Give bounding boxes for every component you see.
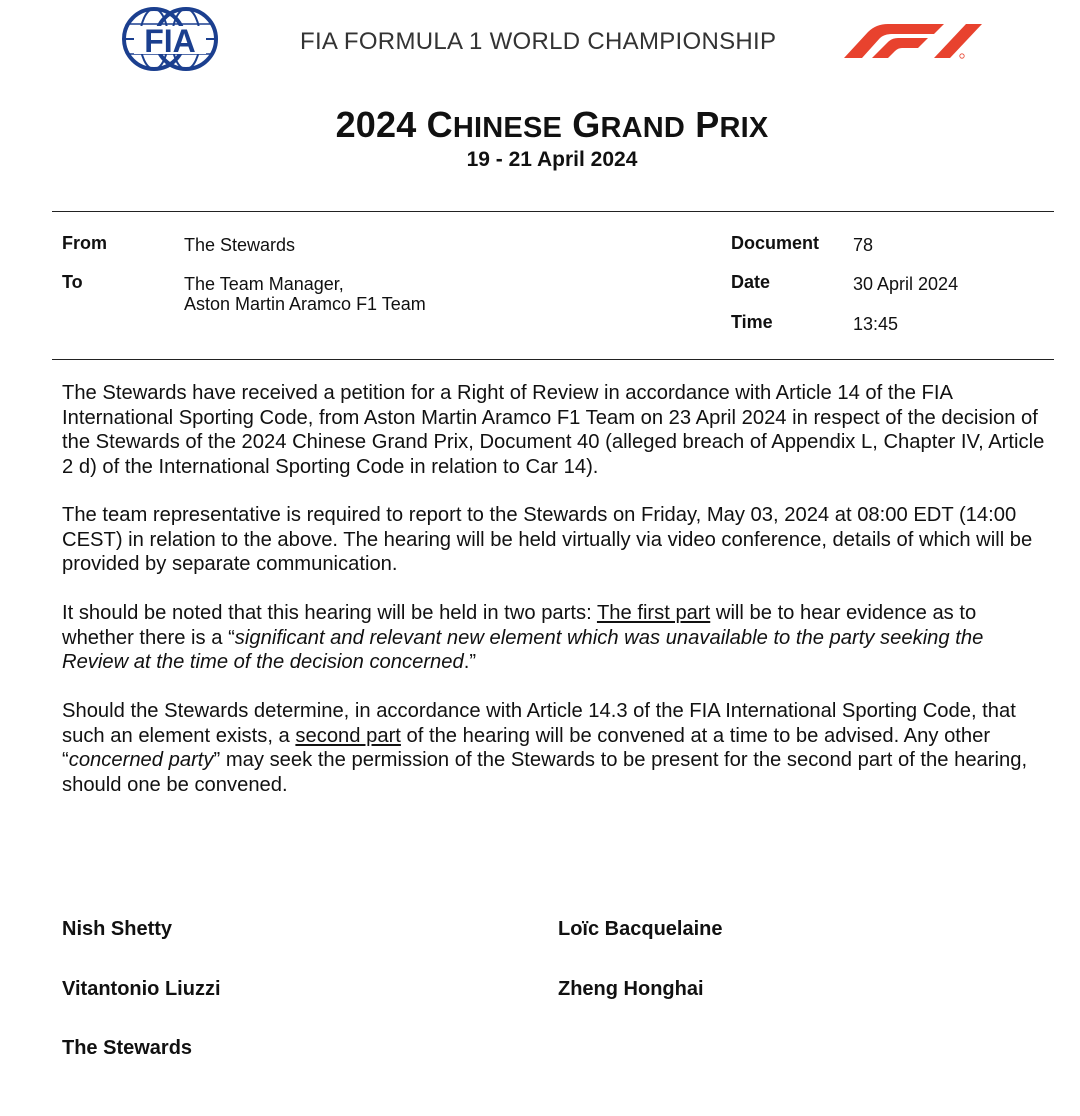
paragraph-4: Should the Stewards determine, in accordance with Article 14.3 of the FIA International Sporting Code, that such an element exists, a second part of the hearing will be convened at a time to be advised. Any other “concerned party” may seek the permission of the Stewards to be present for the second part of the hearing, should one be convened. bbox=[62, 700, 1028, 796]
time-value: 13:45 bbox=[853, 314, 899, 334]
paragraph-1: The Stewards have received a petition for a Right of Review in accordance with Article 14 of the FIA International Sporting Code, from Aston Martin Aramco F1 Team on 23 April 2024 in respect of the decision of the Stewards of the 2024 Chinese Grand Prix, Document 40 (alleged breach of Appendix L, Chapter IV, Article 2 d) of the International Sporting Code in relation to Car 14). bbox=[62, 382, 1045, 478]
to-label: To bbox=[62, 272, 83, 292]
italic-quote: significant and relevant new element which was unavailable to the party seeking the Review at the time of the decision concerned bbox=[62, 626, 984, 673]
to-line-2: Aston Martin Aramco F1 Team bbox=[184, 294, 426, 314]
f1-logo bbox=[842, 18, 984, 60]
signature-zheng-honghai: Zheng Honghai bbox=[558, 978, 704, 1000]
event-name-word-3: PRIX bbox=[695, 104, 769, 145]
event-year: 2024 bbox=[335, 104, 417, 145]
fia-logo-text: FIA bbox=[144, 23, 196, 59]
underlined-first-part: The first part bbox=[596, 602, 711, 624]
date-label: Date bbox=[731, 272, 771, 292]
document-value: 78 bbox=[853, 235, 874, 255]
championship-title: FIA FORMULA 1 WORLD CHAMPIONSHIP bbox=[300, 28, 777, 55]
time-label: Time bbox=[731, 312, 773, 332]
italic-concerned-party: concerned party bbox=[68, 749, 214, 771]
signature-vitantonio-liuzzi: Vitantonio Liuzzi bbox=[62, 978, 221, 1000]
from-value: The Stewards bbox=[184, 235, 296, 255]
paragraph-3: It should be noted that this hearing will be held in two parts: The first part will be to hear evidence as to whether there is a “significant and relevant new element which was unavailable to the party seeking the Review at the time of the decision concerned.” bbox=[62, 602, 984, 673]
signature-nish-shetty: Nish Shetty bbox=[62, 918, 173, 940]
divider-bottom bbox=[52, 359, 1054, 360]
event-name-word-2: GRAND bbox=[572, 104, 686, 145]
to-line-1: The Team Manager, bbox=[184, 274, 344, 294]
fia-logo bbox=[120, 6, 220, 72]
signature-the-stewards: The Stewards bbox=[62, 1037, 193, 1059]
divider-top bbox=[52, 211, 1054, 212]
signature-loic-bacquelaine: Loïc Bacquelaine bbox=[558, 918, 723, 940]
event-title bbox=[0, 104, 1080, 146]
paragraph-2: The team representative is required to report to the Stewards on Friday, May 03, 2024 at 08:00 EDT (14:00 CEST) in relation to the above. The hearing will be held virtually via video conference, details of which will be provided by separate communication. bbox=[62, 504, 1033, 575]
event-name-word-1: CHINESE bbox=[426, 104, 563, 145]
document-label: Document bbox=[731, 233, 820, 253]
from-label: From bbox=[62, 233, 107, 253]
date-value: 30 April 2024 bbox=[853, 274, 959, 294]
event-dates: 19 - 21 April 2024 bbox=[466, 148, 638, 171]
underlined-second-part: second part bbox=[295, 724, 401, 747]
